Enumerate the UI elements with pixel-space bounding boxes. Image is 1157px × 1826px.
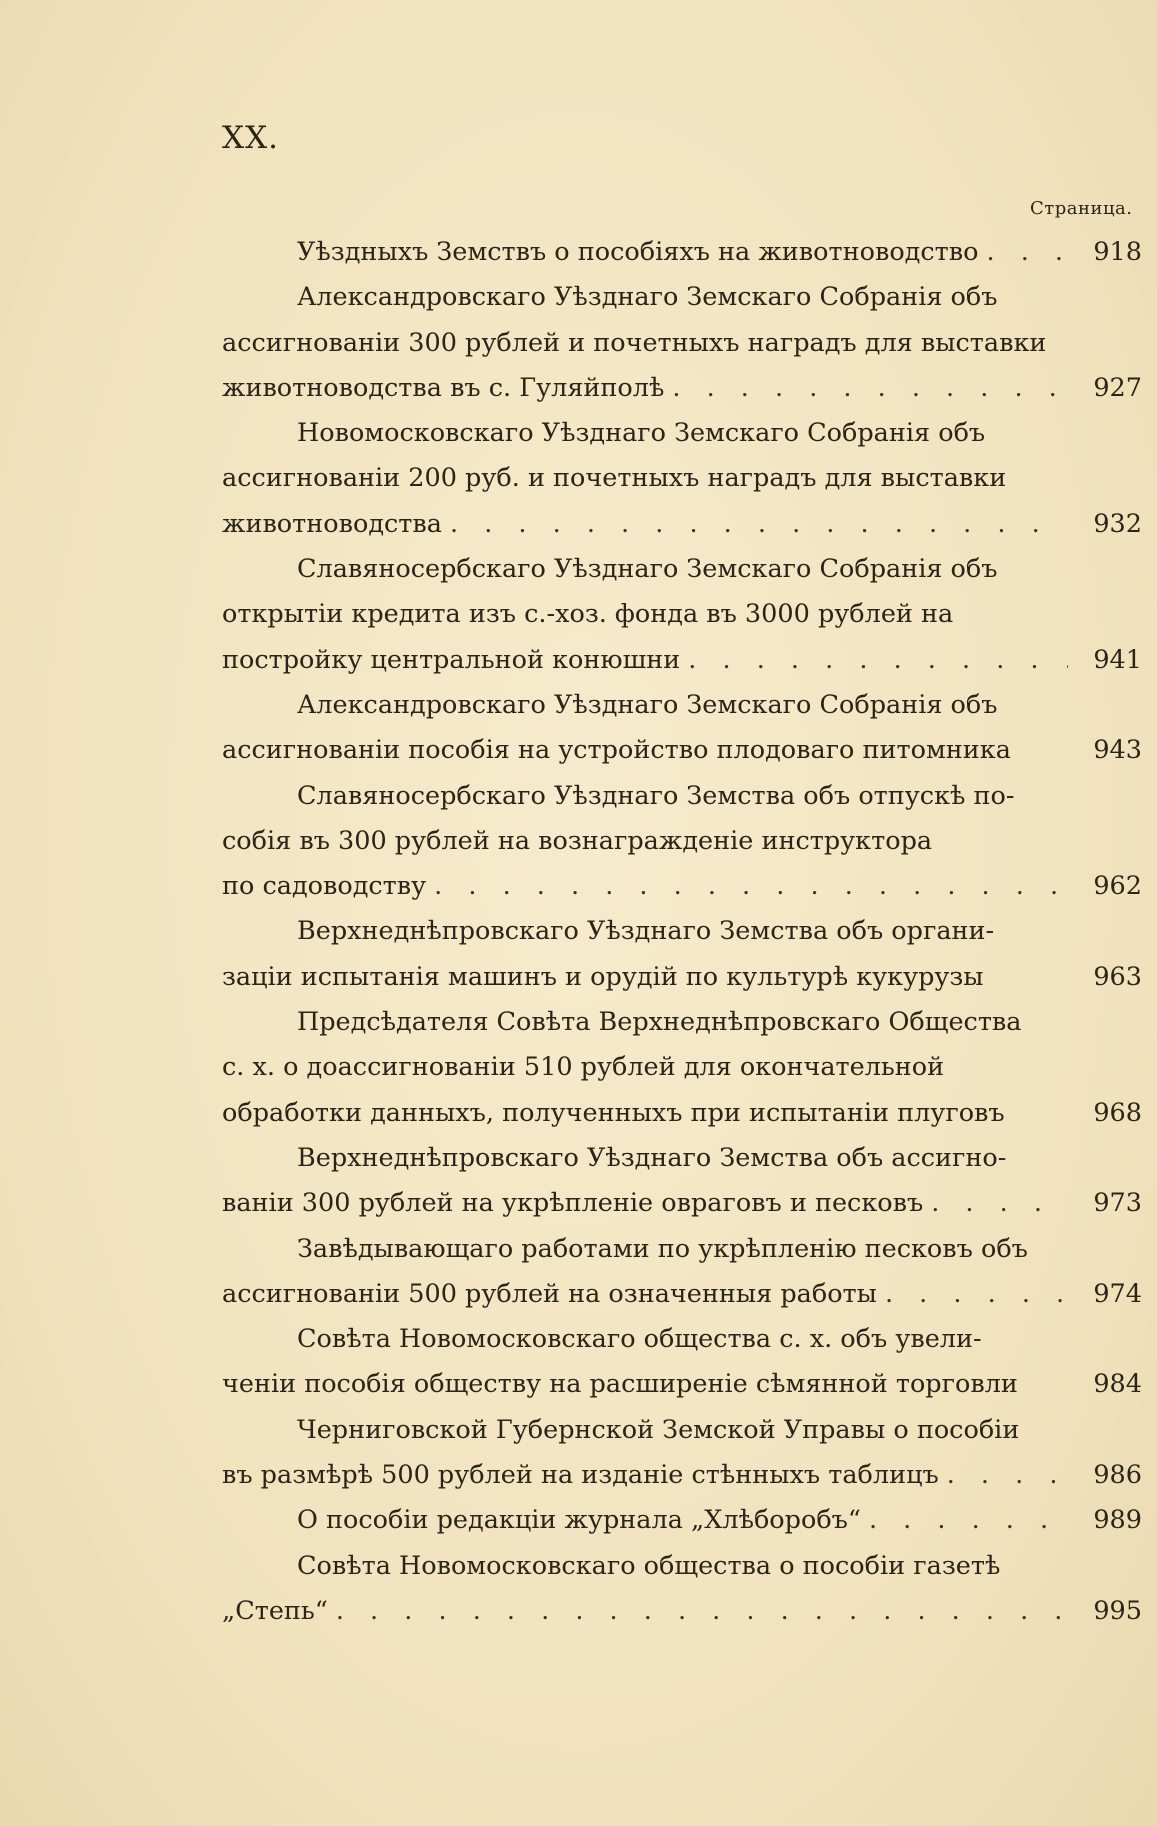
toc-text: Верхнеднѣпровскаго Уѣзднаго Земства объ ассигно- <box>297 1142 1007 1173</box>
page-number: XX. <box>222 120 279 156</box>
toc-text: Славяносербскаго Уѣзднаго Земства объ отпускѣ по- <box>297 780 1015 811</box>
toc-line <box>222 1181 1142 1226</box>
toc-line <box>222 411 1142 456</box>
toc-page-number: 973 <box>1093 1188 1142 1219</box>
toc-page-number: 989 <box>1093 1505 1142 1536</box>
toc-entry[interactable] <box>222 411 1142 547</box>
toc-page-number: 962 <box>1093 871 1142 902</box>
toc-line <box>222 1453 1142 1498</box>
dot-leader <box>931 1181 1068 1226</box>
toc-page-number: 963 <box>1093 961 1142 992</box>
toc-page-number: 974 <box>1093 1278 1142 1309</box>
dot-leader <box>336 1589 1068 1634</box>
toc-line <box>222 1272 1142 1317</box>
toc-entry[interactable] <box>222 1544 1142 1635</box>
dot-leader <box>947 1453 1068 1498</box>
toc-text: ассигнованіи 300 рублей и почетныхъ наградъ для выставки <box>222 327 1047 358</box>
toc-line <box>222 456 1142 501</box>
toc-entry[interactable] <box>222 774 1142 910</box>
dot-leader <box>986 230 1068 275</box>
toc-line <box>222 502 1142 547</box>
toc-line <box>222 819 1142 864</box>
dot-leader <box>885 1272 1068 1317</box>
toc-line <box>222 774 1142 819</box>
toc-entry[interactable] <box>222 1317 1142 1408</box>
toc-line <box>222 1362 1142 1407</box>
toc-line <box>222 1000 1142 1045</box>
column-header-page: Страница. <box>1030 198 1133 219</box>
toc-text: заціи испытанія машинъ и орудій по культурѣ кукурузы <box>222 961 984 992</box>
toc-line <box>222 1136 1142 1181</box>
toc-text: Славяносербскаго Уѣзднаго Земскаго Собранія объ <box>297 554 998 585</box>
toc-text: Черниговской Губернской Земской Управы о пособіи <box>297 1414 1020 1445</box>
toc-page-number: 941 <box>1093 644 1142 675</box>
toc-text: открытіи кредита изъ с.-хоз. фонда въ 3000 рублей на <box>222 599 954 630</box>
dot-leader <box>869 1498 1068 1543</box>
toc-line <box>222 230 1142 275</box>
toc-line <box>222 275 1142 320</box>
toc-line <box>222 1589 1142 1634</box>
toc-line <box>222 683 1142 728</box>
toc-text: Александровскаго Уѣзднаго Земскаго Собранія объ <box>297 689 998 720</box>
toc-text: ваніи 300 рублей на укрѣпленіе овраговъ и песковъ <box>222 1188 924 1219</box>
toc-line <box>222 1091 1142 1136</box>
toc-text: животноводства <box>222 508 442 539</box>
toc-text: Новомосковскаго Уѣзднаго Земскаго Собранія объ <box>297 418 986 449</box>
dot-leader <box>450 502 1068 547</box>
toc-text: Предсѣдателя Совѣта Верхнеднѣпровскаго Общества <box>297 1007 1022 1038</box>
toc-line <box>222 728 1142 773</box>
toc-line <box>222 1408 1142 1453</box>
toc-text: ченіи пособія обществу на расширеніе сѣмянной торговли <box>222 1369 1018 1400</box>
toc-page-number: 927 <box>1093 372 1142 403</box>
toc-line <box>222 955 1142 1000</box>
toc-entry[interactable] <box>222 1498 1142 1543</box>
toc-entry[interactable] <box>222 909 1142 1000</box>
dot-leader <box>434 864 1068 909</box>
toc-text: по садоводству <box>222 871 427 902</box>
toc-entry[interactable] <box>222 1227 1142 1318</box>
toc-entry[interactable] <box>222 1000 1142 1136</box>
toc-entry[interactable] <box>222 683 1142 774</box>
toc-line <box>222 592 1142 637</box>
toc-entry[interactable] <box>222 1408 1142 1499</box>
toc-entry[interactable] <box>222 230 1142 275</box>
toc-text: Завѣдывающаго работами по укрѣпленію песковъ объ <box>297 1233 1028 1264</box>
toc-line <box>222 1045 1142 1090</box>
toc-text: обработки данныхъ, полученныхъ при испытаніи плуговъ <box>222 1097 1005 1128</box>
toc-entry[interactable] <box>222 275 1142 411</box>
toc-line <box>222 1498 1142 1543</box>
toc-text: ассигнованіи 200 руб. и почетныхъ наградъ для выставки <box>222 463 1007 494</box>
toc-text: ассигнованіи пособія на устройство плодоваго питомника <box>222 735 1011 766</box>
toc-text: О пособіи редакціи журнала „Хлѣборобъ“ <box>297 1505 861 1536</box>
toc-page-number: 984 <box>1093 1369 1142 1400</box>
toc-line <box>222 1227 1142 1272</box>
toc-text: Верхнеднѣпровскаго Уѣзднаго Земства объ органи- <box>297 916 995 947</box>
toc-line <box>222 864 1142 909</box>
toc-line <box>222 909 1142 954</box>
toc-text: с. х. о доассигнованіи 510 рублей для окончательной <box>222 1052 945 1083</box>
dot-leader <box>672 366 1068 411</box>
toc-text: „Степь“ <box>222 1595 328 1626</box>
toc-text: животноводства въ с. Гуляйполѣ <box>222 372 665 403</box>
toc-line <box>222 547 1142 592</box>
toc-text: постройку центральной конюшни <box>222 644 681 675</box>
toc-page-number: 943 <box>1093 735 1142 766</box>
toc-text: ассигнованіи 500 рублей на означенныя работы <box>222 1278 877 1309</box>
toc-line <box>222 1544 1142 1589</box>
toc-text: собія въ 300 рублей на вознагражденіе инструктора <box>222 825 933 856</box>
toc-page-number: 932 <box>1093 508 1142 539</box>
toc-entry[interactable] <box>222 547 1142 683</box>
toc-line <box>222 638 1142 683</box>
toc-line <box>222 366 1142 411</box>
dot-leader <box>688 638 1068 683</box>
toc-text: въ размѣрѣ 500 рублей на изданіе стѣнныхъ таблицъ <box>222 1460 939 1491</box>
toc-page-number: 995 <box>1093 1595 1142 1626</box>
toc-text: Александровскаго Уѣзднаго Земскаго Собранія объ <box>297 282 998 313</box>
toc-entry[interactable] <box>222 1136 1142 1227</box>
toc-text: Совѣта Новомосковскаго общества о пособіи газетѣ <box>297 1550 1001 1581</box>
toc-page-number: 986 <box>1093 1460 1142 1491</box>
toc-line <box>222 1317 1142 1362</box>
toc-line <box>222 321 1142 366</box>
toc-text: Совѣта Новомосковскаго общества с. х. объ увели- <box>297 1324 982 1355</box>
toc-page-number: 918 <box>1093 237 1142 267</box>
toc-text: Уѣздныхъ Земствъ о пособіяхъ на животноводство <box>297 237 979 267</box>
toc-page-number: 968 <box>1093 1097 1142 1128</box>
table-of-contents <box>222 230 1142 1634</box>
